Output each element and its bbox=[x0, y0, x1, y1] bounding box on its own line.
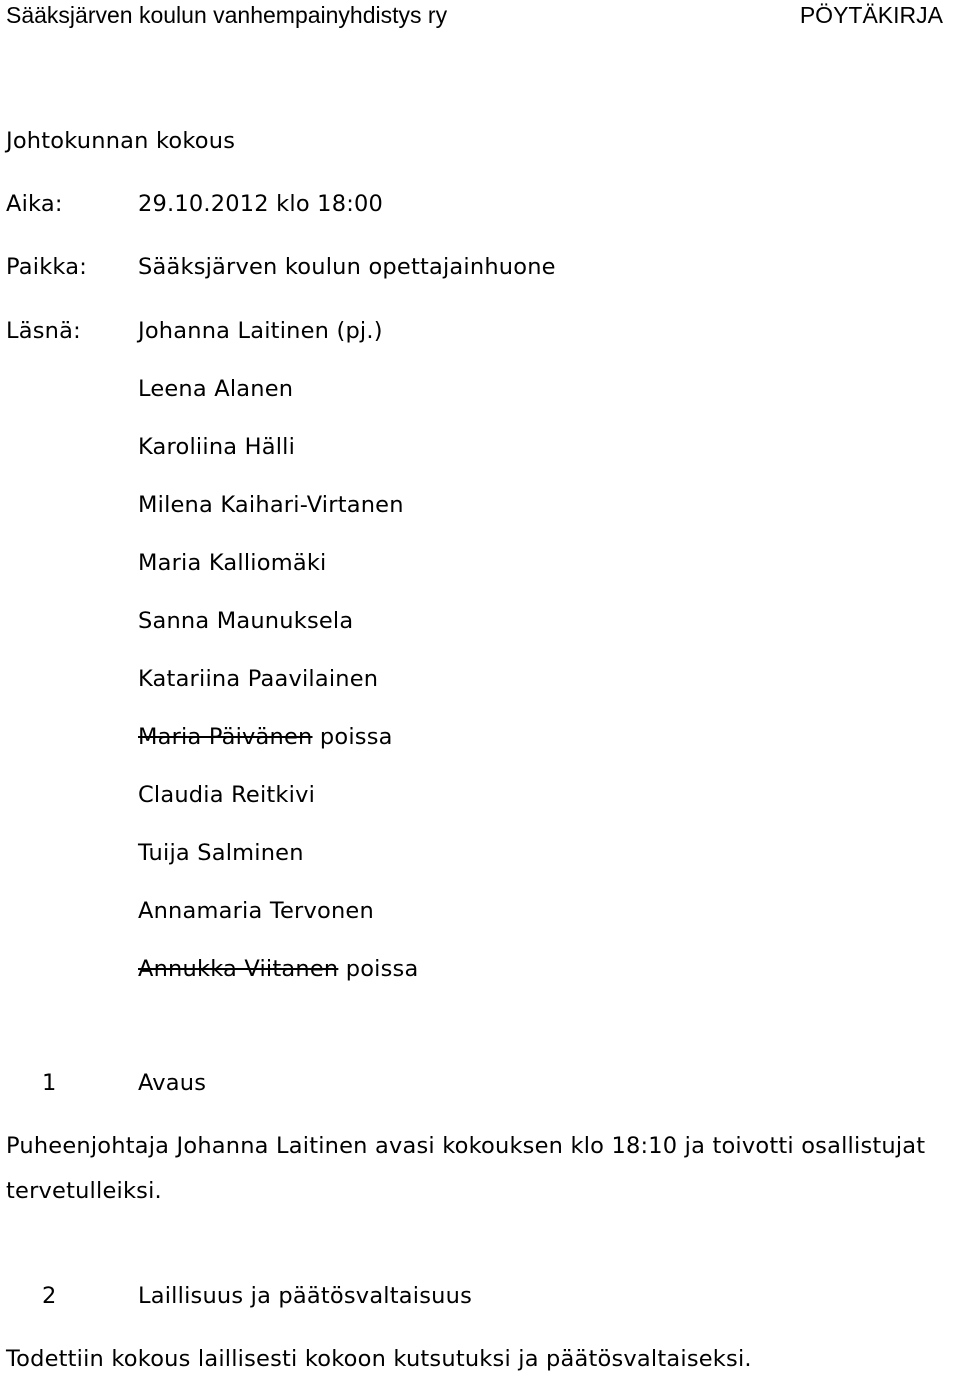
section-text-line: Puheenjohtaja Johanna Laitinen avasi kokouksen klo 18:10 ja toivotti osallistujat bbox=[6, 1133, 926, 1159]
attendee-name: Sanna Maunuksela bbox=[138, 608, 354, 634]
attendee-name: Maria Kalliomäki bbox=[138, 550, 327, 576]
present-label: Läsnä: bbox=[6, 318, 81, 344]
attendee bbox=[138, 842, 304, 865]
section-title: Laillisuus ja päätösvaltaisuus bbox=[138, 1283, 472, 1309]
time-value: 29.10.2012 klo 18:00 bbox=[138, 191, 384, 217]
place-value: Sääksjärven koulun opettajainhuone bbox=[138, 254, 556, 280]
place-label: Paikka: bbox=[6, 254, 88, 280]
attendee bbox=[138, 610, 353, 633]
section-text-line: Todettiin kokous laillisesti kokoon kutsutuksi ja päätösvaltaiseksi. bbox=[6, 1346, 752, 1372]
section-title: Avaus bbox=[138, 1070, 207, 1096]
attendee-name: Leena Alanen bbox=[138, 376, 294, 402]
attendee bbox=[138, 784, 315, 807]
attendee-absent bbox=[138, 958, 418, 981]
section-number: 1 bbox=[42, 1070, 57, 1096]
attendee bbox=[138, 552, 327, 575]
section-number: 2 bbox=[42, 1283, 57, 1309]
attendee-name-struck: Annukka Viitanen bbox=[138, 956, 339, 982]
attendee-name: Milena Kaihari-Virtanen bbox=[138, 492, 404, 518]
attendee-name: Claudia Reitkivi bbox=[138, 782, 316, 808]
attendee bbox=[138, 494, 404, 517]
attendee-name: Karoliina Hälli bbox=[138, 434, 296, 460]
document-type: PÖYTÄKIRJA bbox=[799, 2, 943, 28]
attendee bbox=[138, 320, 383, 343]
attendee bbox=[138, 436, 295, 459]
attendee-name: Johanna Laitinen (pj.) bbox=[138, 318, 383, 344]
absence-note: poissa bbox=[319, 724, 393, 750]
attendee-name: Tuija Salminen bbox=[138, 840, 304, 866]
attendee-name: Katariina Paavilainen bbox=[138, 666, 379, 692]
section-text-line: tervetulleiksi. bbox=[6, 1178, 162, 1204]
absence-note: poissa bbox=[345, 956, 419, 982]
attendee-absent bbox=[138, 726, 393, 749]
attendee bbox=[138, 900, 374, 923]
attendee bbox=[138, 378, 293, 401]
time-label: Aika: bbox=[6, 191, 63, 217]
organization-name: Sääksjärven koulun vanhempainyhdistys ry bbox=[6, 2, 448, 28]
attendee-name: Annamaria Tervonen bbox=[138, 898, 374, 924]
attendee-name-struck: Maria Päivänen bbox=[138, 724, 313, 750]
meeting-title: Johtokunnan kokous bbox=[6, 128, 236, 154]
attendee bbox=[138, 668, 378, 691]
